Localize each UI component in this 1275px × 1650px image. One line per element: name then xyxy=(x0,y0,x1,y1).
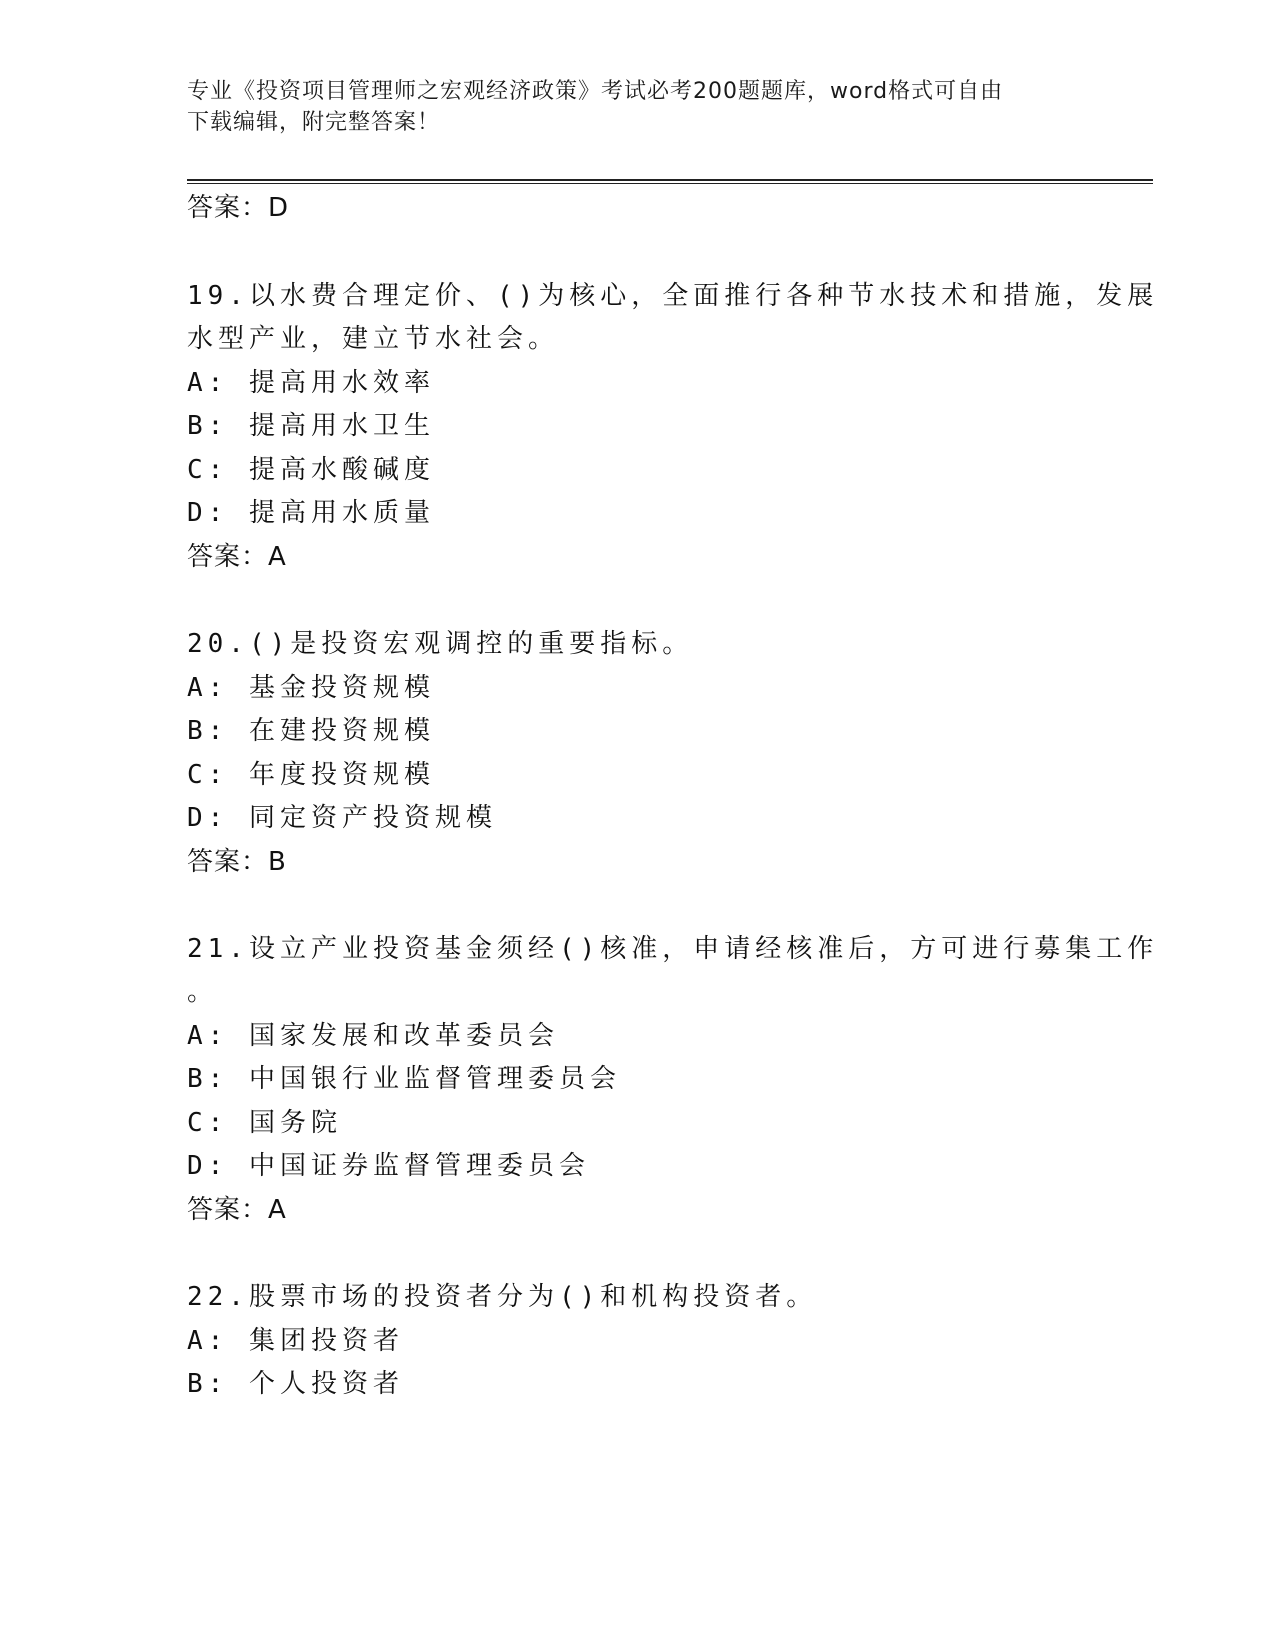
question-19-option-a: A: 提高用水效率 xyxy=(187,368,435,398)
question-22-option-b: B: 个人投资者 xyxy=(187,1369,404,1399)
question-20-option-c: C: 年度投资规模 xyxy=(187,760,435,790)
answer-20: 答案：B xyxy=(187,847,287,877)
answer-18: 答案：D xyxy=(187,193,290,223)
question-19-line-1: 19.以水费合理定价、()为核心，全面推行各种节水技术和措施，发展 xyxy=(187,281,1159,311)
question-21-option-b: B: 中国银行业监督管理委员会 xyxy=(187,1064,621,1094)
question-19-line-2: 水型产业，建立节水社会。 xyxy=(187,324,560,354)
question-22-line-1: 22.股票市场的投资者分为()和机构投资者。 xyxy=(187,1282,818,1312)
question-21-option-a: A: 国家发展和改革委员会 xyxy=(187,1021,559,1051)
header-divider-thick xyxy=(187,179,1153,181)
question-21-option-d: D: 中国证券监督管理委员会 xyxy=(187,1151,590,1181)
answer-19: 答案：A xyxy=(187,542,287,572)
question-19-option-d: D: 提高用水质量 xyxy=(187,498,435,528)
document-header xyxy=(187,76,1067,138)
question-20-option-a: A: 基金投资规模 xyxy=(187,673,435,703)
answer-21: 答案：A xyxy=(187,1195,287,1225)
question-19-option-c: C: 提高水酸碱度 xyxy=(187,455,435,485)
question-19-option-b: B: 提高用水卫生 xyxy=(187,411,435,441)
question-20-line-1: 20.()是投资宏观调控的重要指标。 xyxy=(187,629,694,659)
header-line-2: 下载编辑，附完整答案！ xyxy=(187,110,441,135)
header-divider-thin xyxy=(187,183,1153,184)
question-22-option-a: A: 集团投资者 xyxy=(187,1326,404,1356)
question-21-option-c: C: 国务院 xyxy=(187,1108,342,1138)
question-21-line-2: 。 xyxy=(187,977,219,1007)
header-line-1: 专业《投资项目管理师之宏观经济政策》考试必考200题题库，word格式可自由 xyxy=(187,79,1004,104)
question-21-line-1: 21.设立产业投资基金须经()核准，申请经核准后，方可进行募集工作 xyxy=(187,934,1159,964)
question-20-option-d: D: 同定资产投资规模 xyxy=(187,803,497,833)
question-20-option-b: B: 在建投资规模 xyxy=(187,716,435,746)
